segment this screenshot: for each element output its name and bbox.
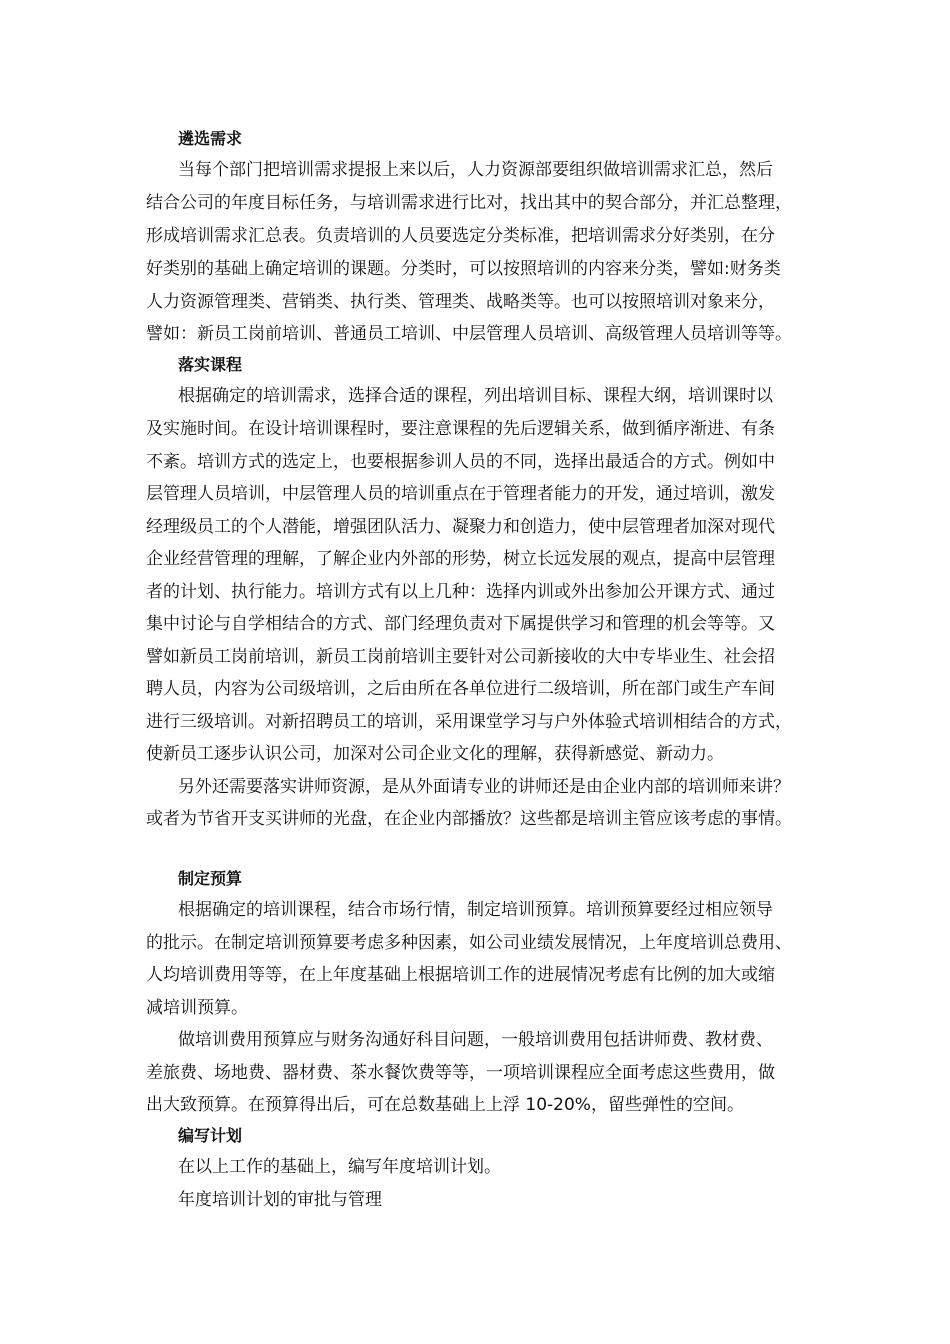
paragraph-line: 譬如：新员工岗前培训、普通员工培训、中层管理人员培训、高级管理人员培训等等。 [146, 324, 792, 344]
paragraph-line: 不紊。培训方式的选定上，也要根据参训人员的不同，选择出最适合的方式。例如中 [146, 452, 775, 472]
paragraph-line: 的批示。在制定培训预算要考虑多种因素，如公司业绩发展情况，上年度培训总费用、 [146, 933, 792, 953]
paragraph-line: 人力资源管理类、营销类、执行类、管理类、战略类等。也可以按照培训对象来分， [146, 292, 775, 312]
paragraph-line: 根据确定的培训需求，选择合适的课程，列出培训目标、课程大纲，培训课时以 [178, 386, 773, 406]
section-heading-plan: 编写计划 [178, 1126, 243, 1145]
paragraph-line: 企业经营管理的理解，了解企业内外部的形势，树立长远发展的观点，提高中层管理 [146, 549, 775, 569]
paragraph-line: 差旅费、场地费、器材费、茶水餐饮费等等，一项培训课程应全面考虑这些费用，做 [146, 1063, 775, 1083]
paragraph-line: 者的计划、执行能力。培训方式有以上几种：选择内训或外出参加公开课方式、通过 [146, 582, 775, 602]
paragraph-line: 结合公司的年度目标任务，与培训需求进行比对，找出其中的契合部分，并汇总整理， [146, 193, 792, 213]
paragraph-line: 使新员工逐步认识公司，加深对公司企业文化的理解，获得新感觉、新动力。 [146, 744, 724, 764]
paragraph-line: 当每个部门把培训需求提报上来以后，人力资源部要组织做培训需求汇总，然后 [178, 160, 773, 180]
paragraph-line: 好类别的基础上确定培训的课题。分类时，可以按照培训的内容来分类，譬如:财务类 [146, 259, 781, 279]
section-heading-budget: 制定预算 [178, 869, 243, 888]
paragraph-line: 集中讨论与自学相结合的方式、部门经理负责对下属提供学习和管理的机会等等。又 [146, 614, 775, 634]
paragraph-line: 或者为节省开支买讲师的光盘，在企业内部播放？这些都是培训主管应该考虑的事情。 [146, 809, 792, 829]
paragraph-line: 人均培训费用等等，在上年度基础上根据培训工作的进展情况考虑有比例的加大或缩 [146, 965, 775, 985]
paragraph-line: 在以上工作的基础上，编写年度培训计划。 [178, 1157, 501, 1177]
paragraph-line: 进行三级培训。对新招聘员工的培训，采用课堂学习与户外体验式培训相结合的方式， [146, 712, 792, 732]
paragraph-line: 根据确定的培训课程，结合市场行情，制定培训预算。培训预算要经过相应领导 [178, 900, 773, 920]
section-heading-needs: 遴选需求 [178, 129, 243, 148]
paragraph-line: 做培训费用预算应与财务沟通好科目问题，一般培训费用包括讲师费、教材费、 [178, 1030, 773, 1050]
paragraph-line: 经理级员工的个人潜能，增强团队活力、凝聚力和创造力，使中层管理者加深对现代 [146, 517, 775, 537]
paragraph-line: 减培训预算。 [146, 998, 248, 1018]
section-heading-courses: 落实课程 [178, 355, 243, 374]
paragraph-line: 年度培训计划的审批与管理 [178, 1190, 382, 1210]
paragraph-line: 譬如新员工岗前培训，新员工岗前培训主要针对公司新接收的大中专毕业生、社会招 [146, 647, 775, 667]
paragraph-line: 形成培训需求汇总表。负责培训的人员要选定分类标准，把培训需求分好类别，在分 [146, 226, 775, 246]
paragraph-line: 出大致预算。在预算得出后，可在总数基础上上浮 10-20%，留些弹性的空间。 [146, 1095, 744, 1115]
paragraph-line: 及实施时间。在设计培训课程时，要注意课程的先后逻辑关系，做到循序渐进、有条 [146, 419, 775, 439]
paragraph-line: 聘人员，内容为公司级培训，之后由所在各单位进行二级培训，所在部门或生产车间 [146, 679, 775, 699]
paragraph-line: 层管理人员培训，中层管理人员的培训重点在于管理者能力的开发，通过培训，激发 [146, 484, 775, 504]
paragraph-line: 另外还需要落实讲师资源，是从外面请专业的讲师还是由企业内部的培训师来讲？ [178, 777, 790, 797]
